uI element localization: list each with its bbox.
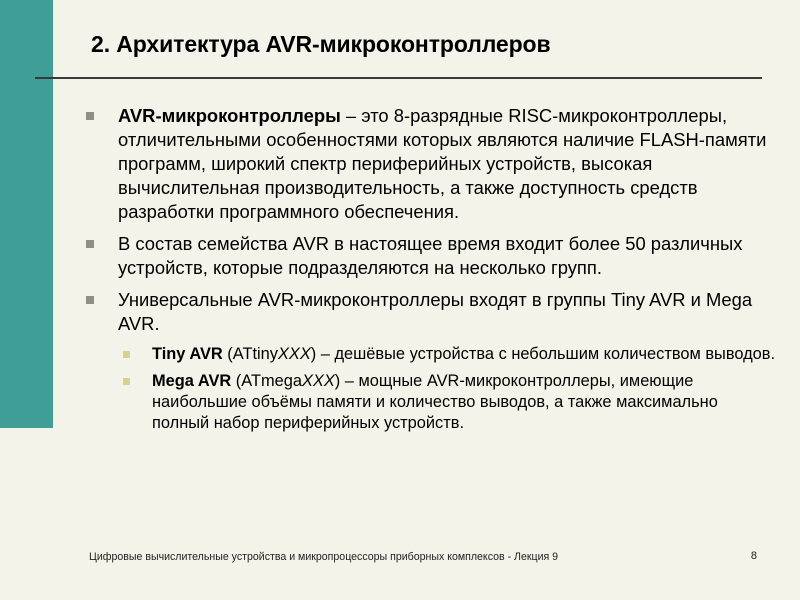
avr-definition-text: – это 8-разрядные RISC-микроконтроллеры, отличительными особенностями которых являются наличие FLASH-памяти программ, широкий спектр периферийных устройств, высокая вычислительная производительность, а также доступность средств разработки программного обеспечения. (118, 105, 767, 222)
bullet-item-family (86, 232, 776, 280)
page-number: 8 (750, 550, 757, 562)
mega-avr-label: Mega AVR (152, 372, 232, 390)
tiny-avr-prefix: (ATtiny (222, 345, 278, 363)
tiny-avr-xxx: XXX (277, 345, 311, 363)
subitem-tiny-avr (86, 344, 776, 365)
left-accent-band (0, 0, 53, 428)
tiny-avr-description: ) – дешёвые устройства с небольшим количеством выводов. (310, 345, 776, 363)
bullet-item-groups (86, 288, 776, 336)
mega-avr-description: ) – мощные AVR-микроконтроллеры, имеющие наибольшие объёмы памяти и количество выводов, а также максимально полный набор периферийных устройств. (152, 372, 718, 432)
square-bullet-icon (86, 240, 94, 248)
groups-text: Универсальные AVR-микроконтроллеры входят в группы Tiny AVR и Mega AVR. (118, 289, 753, 334)
subitem-mega-avr (86, 371, 776, 434)
square-subbullet-icon (123, 351, 130, 358)
mega-avr-xxx: XXX (301, 372, 335, 390)
slide-title: 2. Архитектура AVR-микроконтроллеров (91, 31, 551, 57)
square-subbullet-icon (123, 378, 130, 385)
square-bullet-icon (86, 296, 94, 304)
avr-term: AVR-микроконтроллеры (118, 105, 341, 126)
slide-content (86, 104, 776, 440)
family-text: В состав семейства AVR в настоящее время входит более 50 различных устройств, которые подразделяются на несколько групп. (118, 233, 743, 278)
tiny-avr-label: Tiny AVR (152, 345, 223, 363)
square-bullet-icon (86, 112, 94, 120)
title-divider (35, 77, 762, 79)
bullet-item-avr-definition (86, 104, 776, 224)
mega-avr-prefix: (ATmega (231, 372, 302, 390)
slide-footer: Цифровые вычислительные устройства и микропроцессоры приборных комплексов - Лекция 9 (89, 551, 559, 563)
